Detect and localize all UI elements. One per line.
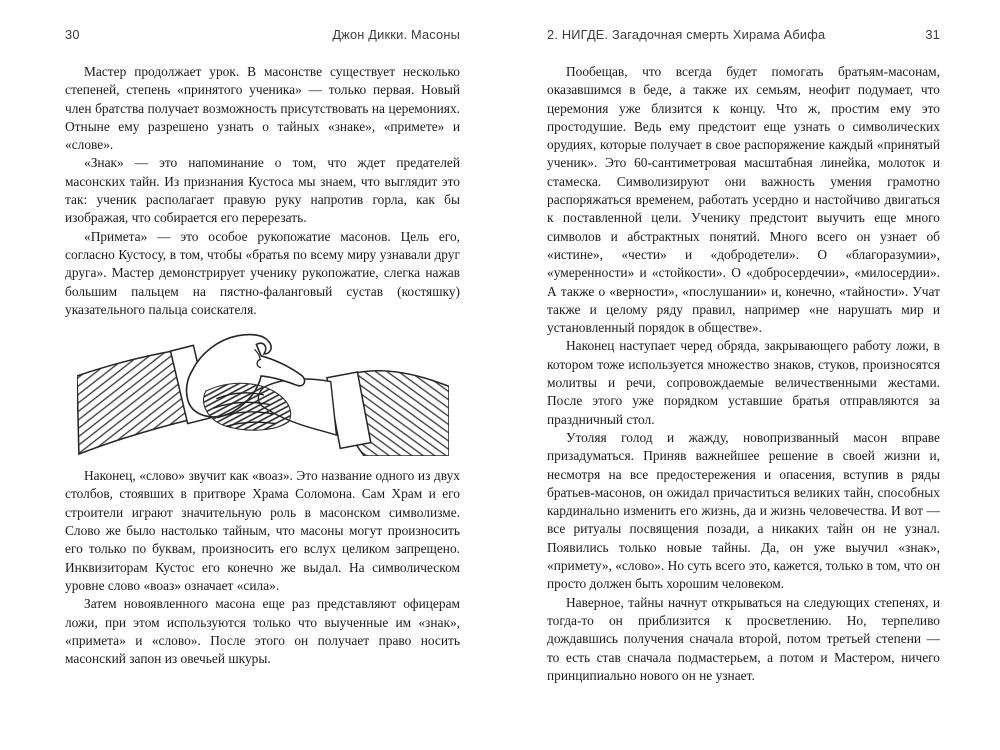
- page-number-right: 31: [925, 27, 940, 42]
- paragraph: Наконец наступает черед обряда, закрывающего работу ложи, в котором тоже используется множество знаков, стуков, произносятся молитвы и речи, сопровождаемые величественными жестами. После этого уже порядком уставшие братья отправляются за праздничный стол.: [547, 338, 940, 427]
- paragraph: Наконец, «слово» звучит как «воаз». Это название одного из двух столбов, стоявших в притворе Храма Соломона. Сам Храм и его строители играют значительную роль в масонском символизме. Слово же было настолько тайным, что масоны могут произносить его только по буквам, произносить его вслух целиком запрещено. Инквизиторам Кустос его конечно же выдал. На символическом уровне слово «воаз» означает «сила».: [65, 468, 460, 593]
- running-title-left: Джон Дикки. Масоны: [332, 27, 460, 42]
- handshake-engraving-icon: [77, 332, 449, 456]
- page-right-header: [547, 27, 940, 42]
- page-left-header: [65, 27, 460, 42]
- page-right-body: [547, 63, 940, 685]
- paragraphs-before-illustration: [65, 63, 460, 319]
- page-right: [547, 0, 940, 750]
- paragraph: Мастер продолжает урок. В масонстве существует несколько степеней, степень «принятого ученика» — только первая. Новый член братства получает возможность присутствовать на церемониях. Отныне ему разрешено узнать о тайных «знаке», «примете» и «слове».: [65, 64, 460, 153]
- paragraph: Затем новоявленного масона еще раз представляют офицерам ложи, при этом используются только что выученные им «знак», «примета» и «слово». После этого он получает право носить масонский запон из овечьей шкуры.: [65, 596, 460, 667]
- paragraph: «Примета» — это особое рукопожатие масонов. Цель его, согласно Кустосу, в том, чтобы «братья по всему миру узнавали друг друга». Мастер демонстрирует ученику рукопожатие, слегка нажав большим пальцем на пястно-фаланговый сустав (костяшку) указательного пальца соискателя.: [65, 228, 460, 317]
- page-left: [65, 0, 460, 750]
- paragraph: Пообещав, что всегда будет помогать братьям-масонам, оказавшимся в беде, а также их семьям, неофит подумает, что церемония уже близится к концу. Что ж, простим ему это простодушие. Ведь ему предстоит еще узнать о символических орудиях, которые получает в свое распоряжение каждый «принятый ученик». Это 60-сантиметровая масштабная линейка, молоток и стамеска. Символизируют они важность умения грамотно распоряжаться временем, работать усердно и настойчиво двигаться к поставленной цели. Ученику предстоит выучить еще много символов и абстрактных понятий. Много всего он узнает об «истине», «чести» и «добродетели». О «благоразумии», «умеренности» и «стойкости». О «добросердечии», «милосердии». А также о «верности», «послушании» и, конечно, «тайности». Учат также и целому ряду правил, например «не нарушать мир и установленный порядок в обществе».: [547, 64, 940, 336]
- right-page-paragraphs: [547, 63, 940, 685]
- paragraph: Утоляя голод и жажду, новопризванный масон вправе призадуматься. Приняв важнейшее решение в своей жизни и, несмотря на все предостережения и опасения, вступив в ряды братьев-масонов, он ожидал причаститься великих тайн, способных кардинально изменить его жизнь, да и жизнь человечества. И вот — все ритуалы посвящения позади, а никаких тайн он не узнал. Появились только новые тайны. Да, он уже выучил «знак», «примету», «слово». Но суть всего это, кажется, только в том, что он просто должен быть хорошим человеком.: [547, 429, 940, 592]
- page-number-left: 30: [65, 27, 80, 42]
- paragraphs-after-illustration: [65, 467, 460, 668]
- running-title-right: 2. НИГДЕ. Загадочная смерть Хирама Абифа: [547, 27, 826, 42]
- paragraph: Наверное, тайны начнут открываться на следующих степенях, и тогда-то он приблизится к просветлению. Но, терпеливо дождавшись получения сначала второй, потом третьей степени — то есть став сначала подмастерьем, а потом и Мастером, ничего принципиально нового он не узнает.: [547, 594, 940, 683]
- paragraph: «Знак» — это напоминание о том, что ждет предателей масонских тайн. Из признания Кустоса мы знаем, что выглядит это так: ученик располагает правую руку напротив горла, как бы изображая, что собирается его перерезать.: [65, 155, 460, 226]
- masonic-handshake-illustration: [65, 332, 460, 456]
- page-left-body: [65, 63, 460, 668]
